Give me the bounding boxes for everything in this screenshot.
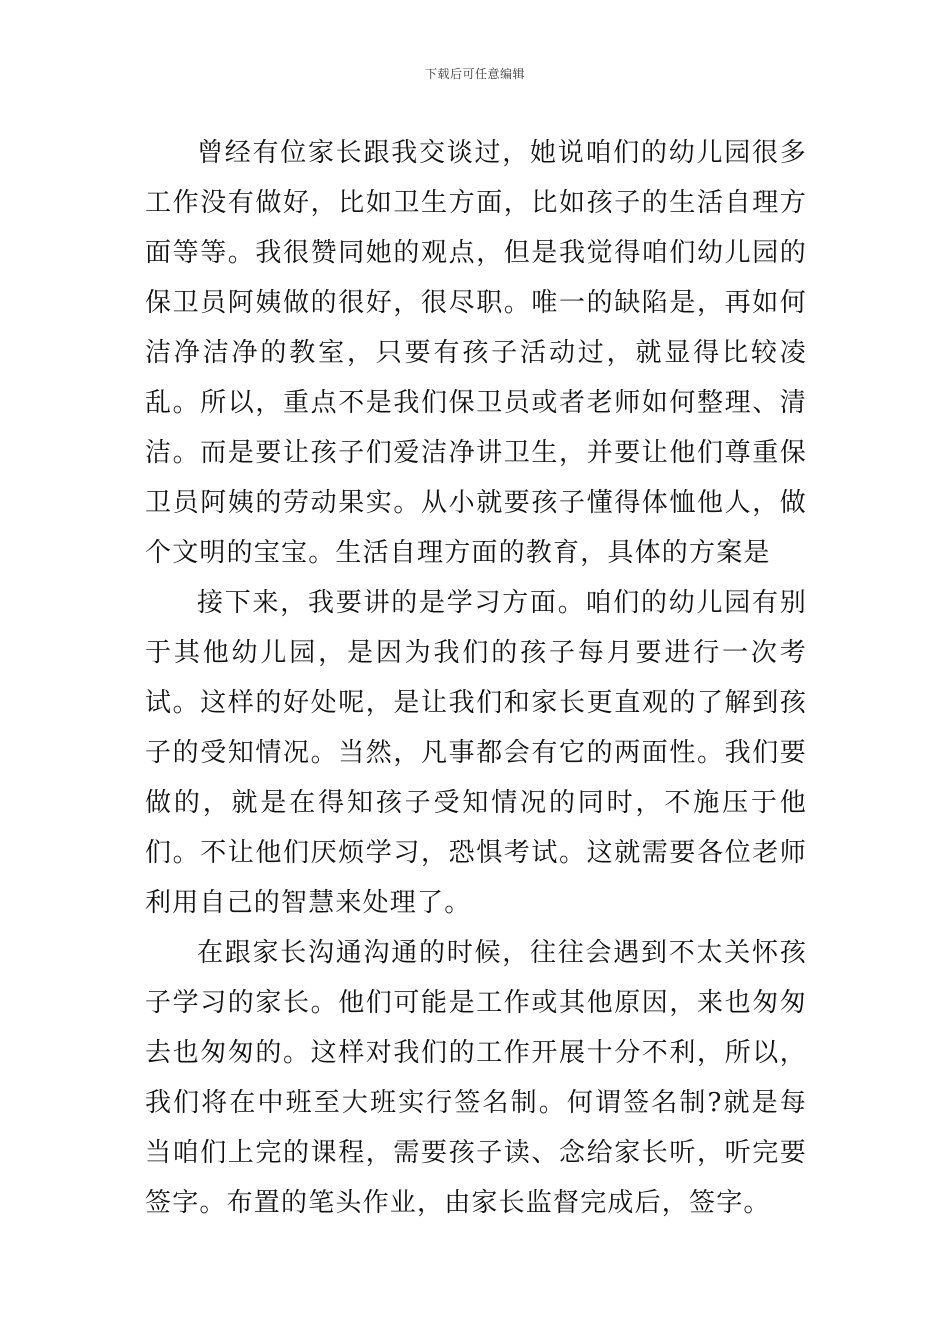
paragraph-2: 接下来，我要讲的是学习方面。咱们的幼儿园有别于其他幼儿园，是因为我们的孩子每月要进行一次考试。这样的好处呢，是让我们和家长更直观的了解到孩子的受知情况。当然，凡事都会有它的两面性。我们要做的，就是在得知孩子受知情况的同时，不施压于他们。不让他们厌烦学习，恐惧考试。这就需要各位老师利用自己的智慧来处理了。 [145,588,807,918]
page-header-note: 下载后可任意编辑 [424,67,525,81]
paragraph-3: 在跟家长沟通沟通的时候，往往会遇到不太关怀孩子学习的家长。他们可能是工作或其他原因，来也匆匆去也匆匆的。这样对我们的工作开展十分不利，所以，我们将在中班至大班实行签名制。何谓签名制?就是每当咱们上完的课程，需要孩子读、念给家长听，听完要签字。布置的笔头作业，由家长监督完成后，签字。 [145,938,807,1218]
paragraph-1: 曾经有位家长跟我交谈过，她说咱们的幼儿园很多工作没有做好，比如卫生方面，比如孩子的生活自理方面等等。我很赞同她的观点，但是我觉得咱们幼儿园的保卫员阿姨做的很好，很尽职。唯一的缺陷是，再如何洁净洁净的教室，只要有孩子活动过，就显得比较凌乱。所以，重点不是我们保卫员或者老师如何整理、清洁。而是要让孩子们爱洁净讲卫生，并要让他们尊重保卫员阿姨的劳动果实。从小就要孩子懂得体恤他人，做个文明的宝宝。生活自理方面的教育，具体的方案是 [145,138,807,568]
document-body [145,128,807,1228]
